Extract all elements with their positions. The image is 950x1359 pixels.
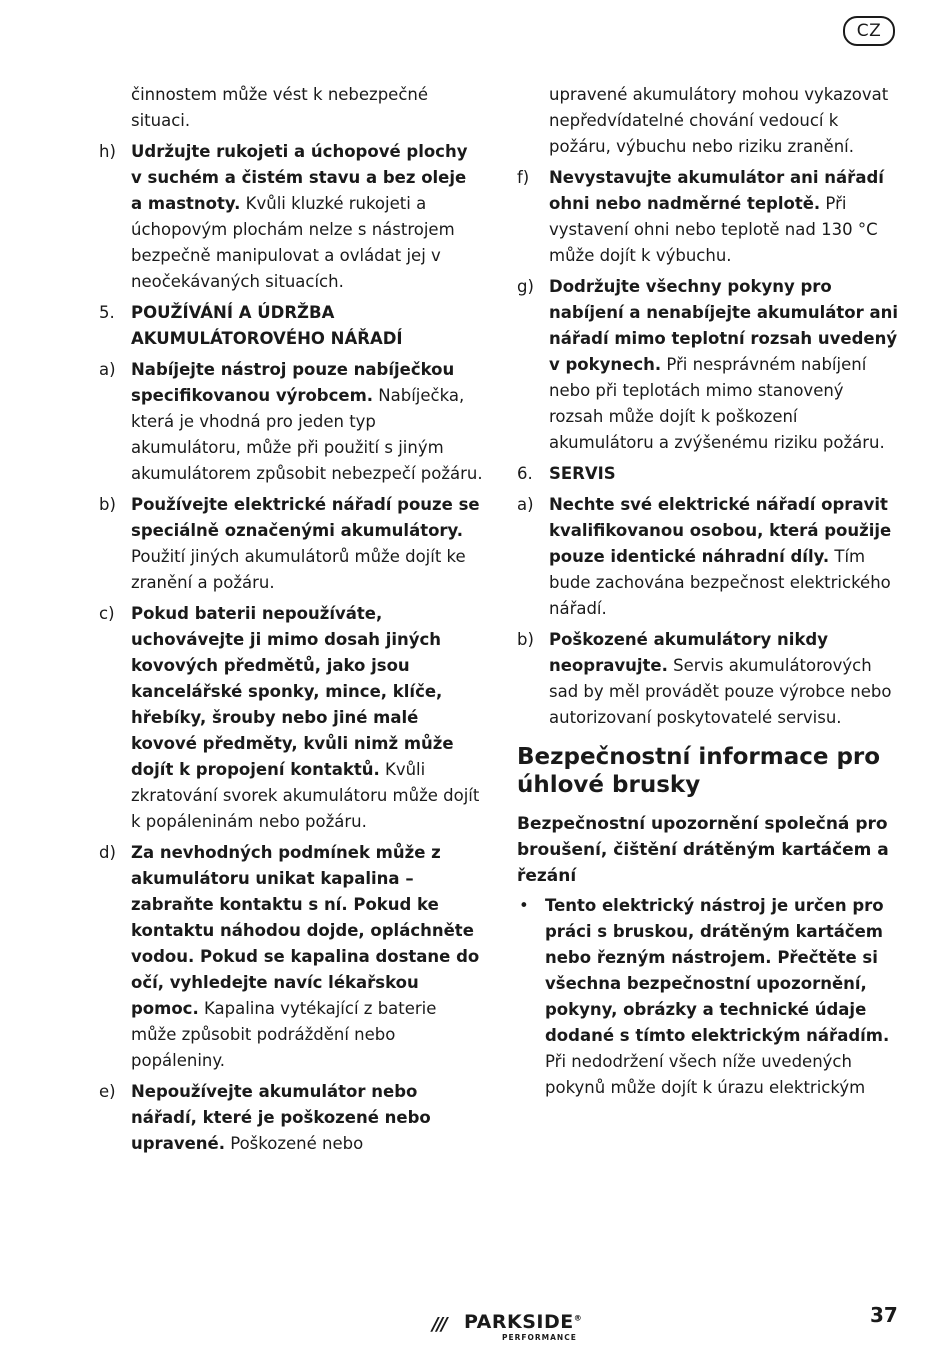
item-bold-text: Používejte elektrické nářadí pouze se speciálně označenými akumulátory. — [131, 495, 480, 540]
item-bold-text: Nepoužívejte akumulátor nebo nářadí, které je poškozené nebo upravené. — [131, 1082, 431, 1153]
item-bold-text: Pokud baterii nepoužíváte, uchovávejte ji mimo dosah jiných kovových předmětů, jako jsou kancelářské sponky, mince, klíče, hřebíky, šrouby nebo jiné malé kovové předměty, kvůli nimž může dojít k propojení kontaktů. — [131, 604, 454, 779]
item-text: Servis akumulátorových sad by měl provádět pouze výrobce nebo autorizovaní poskytovatelé servisu. — [549, 656, 892, 727]
section-title: POUŽÍVÁNÍ A ÚDRŽBA AKUMULÁTOROVÉHO NÁŘADÍ — [131, 303, 403, 348]
item-marker: d) — [99, 843, 116, 862]
page-number: 37 — [870, 1303, 898, 1327]
item-text: Tím bude zachována bezpečnost elektrického nářadí. — [549, 547, 891, 618]
item-marker: e) — [99, 1082, 116, 1101]
logo-slashes-icon: /// — [432, 1314, 446, 1335]
item-marker: a) — [99, 360, 116, 379]
subsection-heading: Bezpečnostní upozornění společná pro broušení, čištění drátěným kartáčem a řezání — [517, 814, 889, 886]
item-bold-text: Za nevhodných podmínek může z akumulátoru unikat kapalina – zabraňte kontaktu s ní. Pokud ke kontaktu náhodou dojde, opláchněte vodou. Pokud se kapalina dostane do očí, vyhledejte navíc lékařskou pomoc. — [131, 843, 480, 1018]
list-item-a — [99, 357, 483, 487]
item-bold-text: Poškozené akumulátory nikdy neopravujte. — [549, 630, 828, 675]
list-item-h — [99, 139, 483, 295]
item-text: Nabíječka, která je vhodná pro jeden typ akumulátoru, může při použití s jiným akumulátorem způsobit nebezpečí požáru. — [131, 386, 483, 483]
item-marker: h) — [99, 142, 116, 161]
section-marker: 5. — [99, 303, 115, 322]
bullet-item — [517, 893, 903, 1101]
item-marker: f) — [517, 168, 530, 187]
parkside-logo — [432, 1311, 582, 1345]
language-badge: CZ — [843, 16, 895, 46]
item-marker: c) — [99, 604, 115, 623]
item-marker: b) — [99, 495, 116, 514]
section-title: SERVIS — [549, 464, 616, 483]
item-bold-text: Nechte své elektrické nářadí opravit kvalifikovanou osobou, která použije pouze identické náhradní díly. — [549, 495, 892, 566]
item-bold-text: Dodržujte všechny pokyny pro nabíjení a nenabíjejte akumulátor ani nářadí mimo teplotní rozsah uvedený v pokynech. — [549, 277, 899, 374]
item-marker: g) — [517, 277, 534, 296]
left-column — [99, 82, 483, 1162]
service-item-a — [517, 492, 903, 622]
item-bold-text: Nabíjejte nástroj pouze nabíječkou specifikovanou výrobcem. — [131, 360, 455, 405]
item-marker: b) — [517, 630, 534, 649]
list-item-d — [99, 840, 483, 1074]
item-text: Kvůli kluzké rukojeti a úchopovým plochám nelze s nástrojem bezpečně manipulovat a ovládat jej v neočekávaných situacích. — [131, 194, 455, 291]
item-text: Kvůli zkratování svorek akumulátoru může dojít k popáleninám nebo požáru. — [131, 760, 480, 831]
item-text: Při nedodržení všech níže uvedených pokynů může dojít k úrazu elektrickým — [545, 1052, 866, 1097]
section-6-title — [517, 461, 903, 487]
intro-text: činnostem může vést k nebezpečné situaci. — [131, 85, 429, 130]
logo-brand: PARKSIDE® — [464, 1311, 583, 1333]
item-bold-text: Udržujte rukojeti a úchopové plochy v suchém a čistém stavu a bez oleje a mastnoty. — [131, 142, 468, 213]
item-text: Použití jiných akumulátorů může dojít ke zranění a požáru. — [131, 547, 466, 592]
section-heading: Bezpečnostní informace pro úhlové brusky — [517, 744, 881, 798]
list-item-e — [99, 1079, 483, 1157]
item-text: Poškozené nebo — [224, 1134, 364, 1153]
logo-subtitle: PERFORMANCE — [502, 1333, 577, 1342]
list-item-c — [99, 601, 483, 835]
item-text: Při vystavení ohni nebo teplotě nad 130 °C může dojít k výbuchu. — [549, 194, 878, 265]
service-item-b — [517, 627, 903, 731]
continued-text: upravené akumulátory mohou vykazovat nepředvídatelné chování vedoucí k požáru, výbuchu nebo riziku zranění. — [549, 85, 889, 156]
list-item-b — [99, 492, 483, 596]
list-item-f — [517, 165, 903, 269]
item-text: Při nesprávném nabíjení nebo při teplotách mimo stanovený rozsah může dojít k poškození akumulátoru a zvýšenému riziku požáru. — [549, 355, 885, 452]
bullet-marker: • — [519, 896, 529, 915]
item-text: Kapalina vytékající z baterie může způsobit podráždění nebo popáleniny. — [131, 999, 437, 1070]
item-bold-text: Tento elektrický nástroj je určen pro práci s bruskou, drátěným kartáčem nebo řezným nástrojem. Přečtěte si všechna bezpečnostní upozornění, pokyny, obrázky a technické údaje dodané s tímto elektrickým nářadím. — [545, 896, 890, 1045]
item-marker: a) — [517, 495, 534, 514]
section-marker: 6. — [517, 464, 533, 483]
section-5-title — [99, 300, 483, 352]
item-bold-text: Nevystavujte akumulátor ani nářadí ohni nebo nadměrné teplotě. — [549, 168, 884, 213]
list-item-g — [517, 274, 903, 456]
right-column — [517, 82, 903, 1101]
